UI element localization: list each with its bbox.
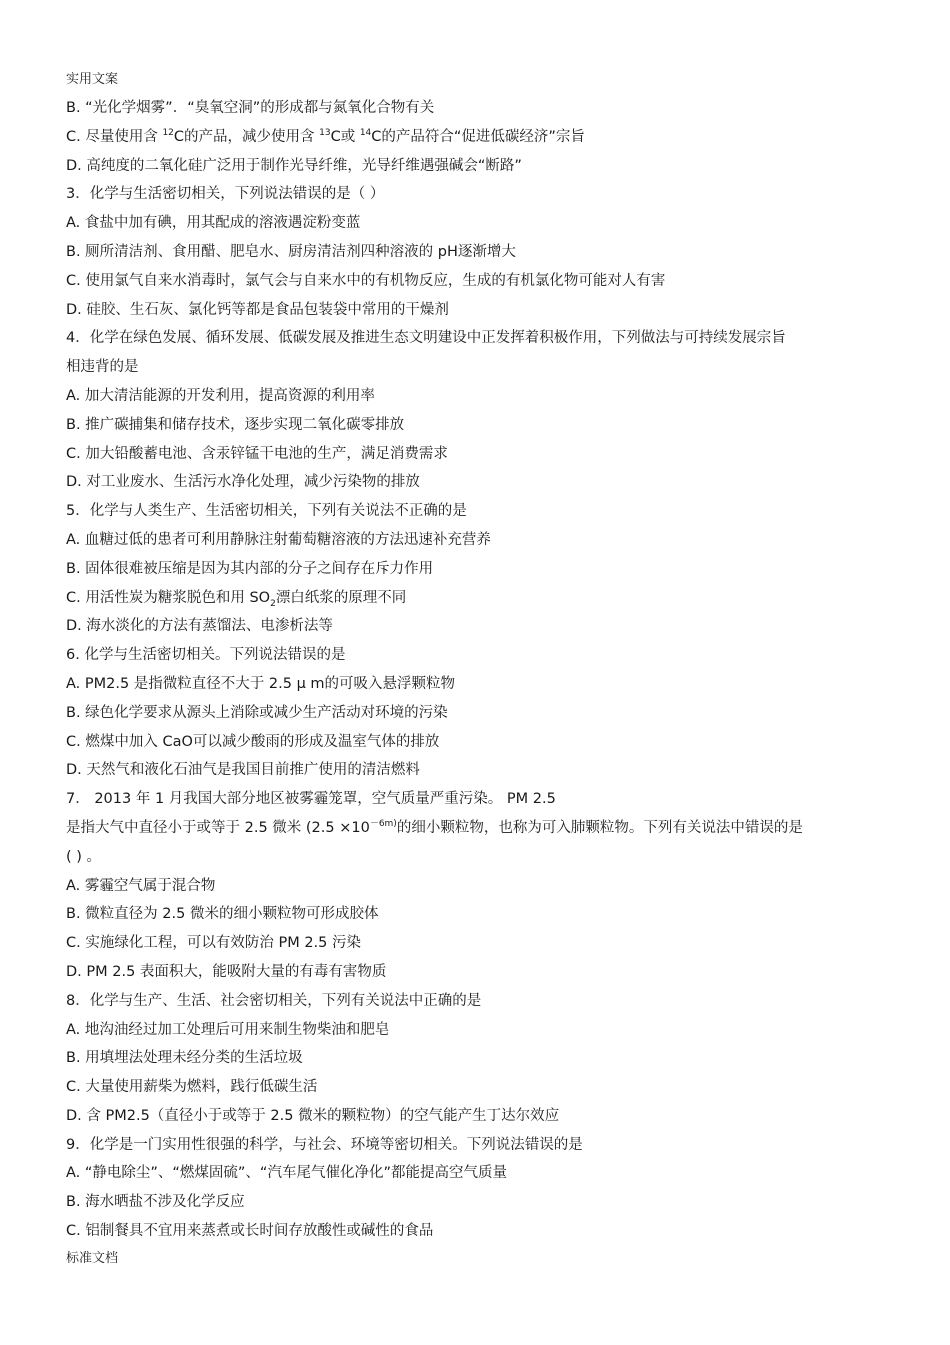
text-line: D. 高纯度的二氧化硅广泛用于制作光导纤维，光导纤维遇强碱会“断路”	[66, 157, 522, 174]
option-line: A. 雾霾空气属于混合物	[66, 877, 216, 894]
option-line: C. 燃煤中加入 CaO可以减少酸雨的形成及温室气体的排放	[66, 733, 440, 750]
option-line: A. 加大清洁能源的开发利用，提高资源的利用率	[66, 387, 375, 404]
question-title-cont: 是指大气中直径小于或等于 2.5 微米 ($2.5 \times 10^{-6m)}$的细小颗粒物，也称为可入肺颗粒物。下列有关说法中错误的是	[66, 819, 803, 836]
option-line: B. 推广碳捕集和储存技术，逐步实现二氧化碳零排放	[66, 416, 405, 433]
option-line: B. 用填埋法处理未经分类的生活垃圾	[66, 1050, 303, 1067]
option-line: B. 固体很难被压缩是因为其内部的分子之间存在斥力作用	[66, 560, 434, 577]
option-line: C. 实施绿化工程，可以有效防治 PM 2.5 污染	[66, 935, 361, 952]
question-title: 5．化学与人类生产、生活密切相关，下列有关说法不正确的是	[66, 503, 467, 520]
option-line: D. 海水淡化的方法有蒸馏法、电渗析法等	[66, 618, 333, 635]
option-line: C. 加大铅酸蓄电池、含汞锌锰干电池的生产，满足消费需求	[66, 445, 448, 462]
text-line: C. 尽量使用含 $^{12}$C的产品，减少使用含 $^{13}$C或 $^{14}$C的产品符合“促进低碳经济”宗旨	[66, 127, 585, 145]
question-title: 3．化学与生活密切相关，下列说法错误的是（ ）	[66, 186, 385, 203]
option-line: D. PM 2.5 表面积大，能吸附大量的有毒有害物质	[66, 963, 387, 980]
question-title: 6. 化学与生活密切相关。下列说法错误的是	[66, 647, 346, 664]
document-body	[66, 94, 866, 1246]
option-line: A. PM2.5 是指微粒直径不大于 2.5 μ m的可吸入悬浮颗粒物	[66, 675, 456, 692]
option-line: C. 大量使用薪柴为燃料，践行低碳生活	[66, 1079, 318, 1096]
question-title: 4．化学在绿色发展、循环发展、低碳发展及推进生态文明建设中正发挥着积极作用，下列做法与可持续发展宗旨	[66, 330, 786, 347]
option-line: B. 厕所清洁剂、食用醋、肥皂水、厨房清洁剂四种溶液的 pH逐渐增大	[66, 243, 516, 260]
option-line: B. 海水晒盐不涉及化学反应	[66, 1194, 245, 1211]
option-line: B. 微粒直径为 2.5 微米的细小颗粒物可形成胶体	[66, 906, 379, 923]
text-line: B. “光化学烟雾”．“臭氧空洞”的形成都与氮氧化合物有关	[66, 100, 435, 116]
option-line: A. 血糖过低的患者可利用静脉注射葡萄糖溶液的方法迅速补充营养	[66, 531, 491, 548]
question-title-cont: 相违背的是	[66, 359, 139, 376]
question-title: 8．化学与生产、生活、社会密切相关，下列有关说法中正确的是	[66, 992, 482, 1009]
question-title: 9．化学是一门实用性很强的科学，与社会、环境等密切相关。下列说法错误的是	[66, 1136, 583, 1153]
option-line: D. 硅胶、生石灰、氯化钙等都是食品包装袋中常用的干燥剂	[66, 301, 449, 318]
option-line: C. 用活性炭为糖浆脱色和用 $SO_2$漂白纸浆的原理不同	[66, 589, 407, 609]
page-header: 实用文案	[66, 72, 119, 87]
option-line: B. 绿色化学要求从源头上消除或减少生产活动对环境的污染	[66, 704, 448, 721]
option-line: C. 铝制餐具不宜用来蒸煮或长时间存放酸性或碱性的食品	[66, 1223, 434, 1240]
option-line: A. 食盐中加有碘，用其配成的溶液遇淀粉变蓝	[66, 215, 361, 232]
option-line: A. “静电除尘”、“燃煤固硫”、“汽车尾气催化净化”都能提高空气质量	[66, 1165, 507, 1182]
option-line: A. 地沟油经过加工处理后可用来制生物柴油和肥皂	[66, 1021, 390, 1038]
question-title-cont: ( ) 。	[66, 848, 102, 865]
option-line: D. 天然气和液化石油气是我国目前推广使用的清洁燃料	[66, 762, 420, 779]
option-line: D. 对工业废水、生活污水净化处理，减少污染物的排放	[66, 474, 420, 491]
option-line: C. 使用氯气自来水消毒时，氯气会与自来水中的有机物反应，生成的有机氯化物可能对人有害	[66, 272, 666, 289]
question-title: 7． 2013 年 1 月我国大部分地区被雾霾笼罩，空气质量严重污染。 PM 2.5	[66, 791, 556, 808]
page-footer: 标准文档	[66, 1251, 119, 1266]
option-line: D. 含 PM2.5（直径小于或等于 2.5 微米的颗粒物）的空气能产生丁达尔效应	[66, 1107, 560, 1124]
